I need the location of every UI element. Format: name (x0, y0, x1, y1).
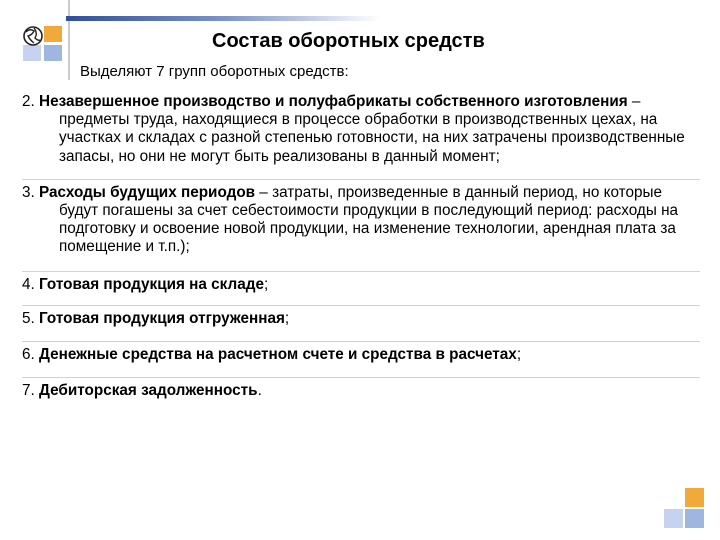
item-number: 4. (22, 275, 35, 293)
slide-subtitle: Выделяют 7 групп оборотных средств: (80, 63, 349, 80)
item-description: – предметы труда, находящиеся в процессе обработки в производственных цехах, на участках и складах с разной степенью готовности, на них затрачены производственные запасы, но они не могут быть реализованы в данный момент; (59, 93, 685, 165)
item-description: ; (516, 346, 522, 364)
list-item (22, 305, 700, 328)
list-item (22, 377, 700, 400)
item-number: 6. (22, 346, 35, 364)
item-description: – затраты, произведенные в данный период, но которые будут погашены за счет себестоимости продукции в последующий период: расходы на подготовку и освоение новой продукции, на изменение технологии, арендная плата за помещение и т.п.); (59, 183, 679, 256)
item-term: Денежные средства на расчетном счете и средства в расчетах (39, 346, 517, 364)
item-number: 5. (22, 309, 35, 327)
list-item (22, 179, 700, 257)
globe-logo-icon (20, 24, 66, 64)
item-number: 7. (22, 382, 35, 400)
slide-title: Состав оборотных средств (212, 30, 485, 52)
item-number: 3. (22, 183, 35, 201)
list-item (22, 341, 700, 364)
squares-decoration-icon (662, 486, 706, 530)
item-description: ; (284, 309, 290, 327)
item-term: Готовая продукция на складе (39, 275, 264, 293)
list-item (22, 93, 700, 166)
item-description: ; (263, 275, 269, 293)
groups-list (22, 93, 700, 400)
item-term: Расходы будущих периодов (39, 183, 256, 201)
list-item (22, 271, 700, 294)
item-number: 2. (22, 93, 35, 110)
decor-horizontal-bar (66, 16, 381, 21)
item-term: Готовая продукция отгруженная (39, 309, 285, 327)
item-term: Незавершенное производство и полуфабрикаты собственного изготовления (39, 93, 628, 110)
item-description: . (257, 382, 262, 400)
decor-vertical-line (68, 0, 70, 80)
item-term: Дебиторская задолженность (39, 382, 258, 400)
